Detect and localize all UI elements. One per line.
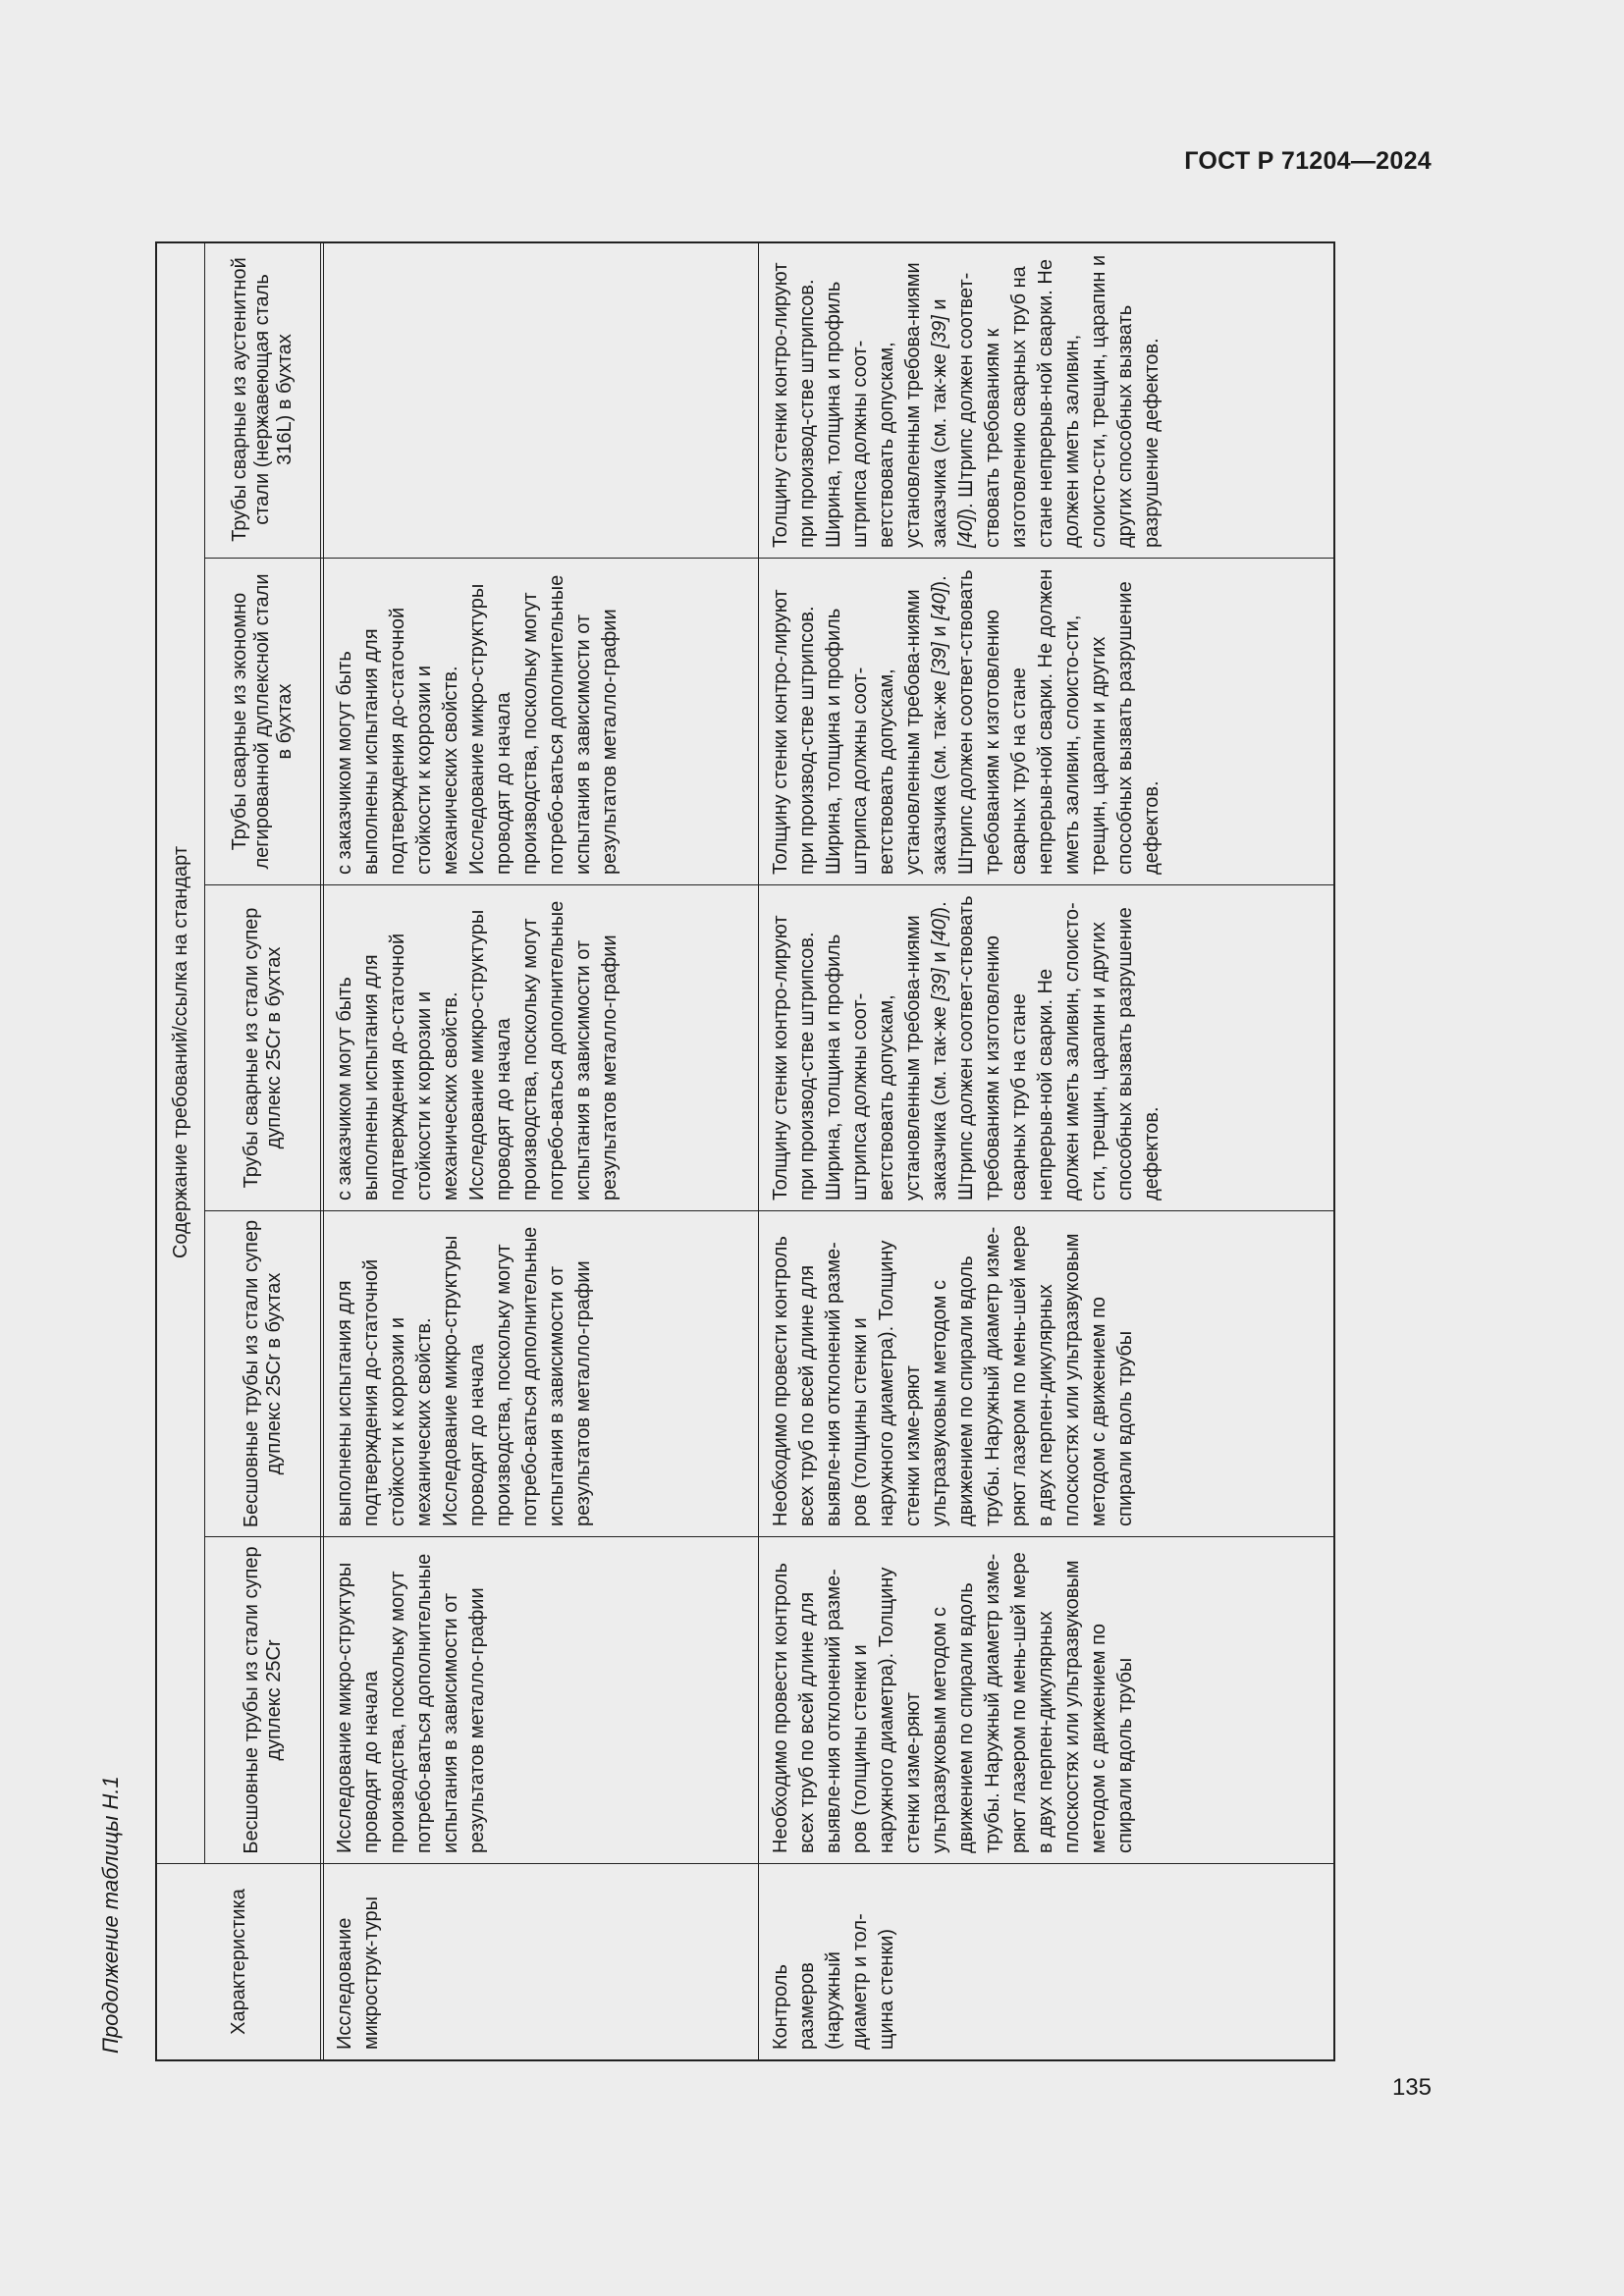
reference-39: [39]	[929, 642, 950, 675]
table	[155, 241, 1335, 2061]
rotated-table-area	[98, 241, 1288, 2061]
page-number: 135	[1391, 2074, 1432, 2101]
header-double-rule	[320, 241, 324, 2059]
table-cell: выполнены испытания для подтверждения до-статочной стойкости к коррозии и механических свойств. Исследование микро-структуры проводят до начала производства, поскольку могут потребо-ваться дополнительные испытания в зависимости от результатов металло-графии	[334, 1226, 594, 1526]
table-caption: Продолжение таблицы Н.1	[98, 1776, 123, 2054]
characteristic-cell: Исследование микрострук-туры	[334, 1896, 382, 2050]
column-header: Характеристика	[227, 1889, 249, 2035]
column-header: Трубы сварные из аустенитной стали (нержавеющая сталь 316L) в бухтах	[229, 257, 296, 542]
column-header: Бесшовные трубы из стали супер дуплекс 25Cr	[240, 1546, 285, 1854]
column-header: Бесшовные трубы из стали супер дуплекс 25Cr в бухтах	[240, 1219, 285, 1528]
table-cell: Исследование микро-структуры проводят до начала производства, поскольку могут потребо-ваться дополнительные испытания в зависимости от результатов металло-графии	[334, 1553, 488, 1853]
reference-40: [40]	[929, 587, 950, 620]
table-cell: с заказчиком могут быть выполнены испытания для подтверждения до-статочной стойкости к коррозии и механических свойств. Исследование микро-структуры проводят до начала производства, поскольку могут потребо-ваться дополнительные испытания в зависимости от результатов металло-графии	[334, 574, 621, 875]
standard-designation: ГОСТ Р 71204—2024	[1184, 147, 1432, 175]
row-divider	[758, 241, 759, 2059]
reference-40: [40]	[929, 913, 950, 946]
group-header: Содержание требований/ссылка на стандарт	[169, 845, 191, 1259]
reference-39: [39]	[929, 968, 950, 1001]
table-cell: с заказчиком могут быть выполнены испытания для подтверждения до-статочной стойкости к коррозии и механических свойств. Исследование микро-структуры проводят до начала производства, поскольку могут потребо-ваться дополнительные испытания в зависимости от результатов металло-графии	[334, 900, 621, 1201]
reference-40: [40]	[955, 514, 977, 548]
table-cell	[326, 241, 338, 558]
table-cell: Необходимо провести контроль всех труб по всей длине для выявле-ния отклонений разме-ров (толщины стенки и наружного диаметра). Толщину стенки изме-ряют ультразвуковым методом с движением по спирали вдоль трубы. Наружный диаметр изме-ряют лазером по мень-шей мере в двух перпен-дикулярных плоскостях или ультразвуковым методом с движением по спирали вдоль трубы	[770, 1225, 1136, 1526]
reference-39: [39]	[929, 315, 950, 348]
characteristic-cell: Контроль размеров (наружный диаметр и тол-щина стенки)	[770, 1913, 897, 2050]
table-cell: Необходимо провести контроль всех труб по всей длине для выявле-ния отклонений разме-ров (толщины стенки и наружного диаметра). Толщину стенки изме-ряют ультразвуковым методом с движением по спирали вдоль трубы. Наружный диаметр изме-ряют лазером по мень-шей мере в двух перпен-дикулярных плоскостях или ультразвуковым методом с движением по спирали вдоль трубы	[770, 1552, 1136, 1853]
column-header: Трубы сварные из экономно легированной дуплексной стали в бухтах	[229, 573, 296, 870]
table-cell: Толщину стенки контро-лируют при производ-стве штрипсов. Ширина, толщина и профиль штрипса должны соот-ветствовать допускам, установленным требова-ниями заказчика (см. так-же [39] и [40]). Штрипс должен соответ-ствовать требованиям к изготовлению сварных труб на стане непрерыв-ной сварки. Не должен иметь заливин, слоисто-сти, трещин, царапин и других способных вызвать разрушение дефектов.	[770, 895, 1163, 1201]
column-header: Трубы сварные из стали супер дуплекс 25Cr в бухтах	[240, 907, 285, 1189]
table-cell: Толщину стенки контро-лируют при производ-стве штрипсов. Ширина, толщина и профиль штрипса должны соот-ветствовать допускам, установленным требова-ниями заказчика (см. так-же [39] и [40]). Штрипс должен соответ-ствовать требованиям к изготовлению сварных труб на стане непрерыв-ной сварки. Не должен иметь заливин, слоисто-сти, трещин, царапин и других способных вызвать разрушение дефектов.	[770, 254, 1163, 548]
table-cell: Толщину стенки контро-лируют при производ-стве штрипсов. Ширина, толщина и профиль штрипса должны соот-ветствовать допускам, установленным требова-ниями заказчика (см. так-же [39] и [40]). Штрипс должен соответ-ствовать требованиям к изготовлению сварных труб на стане непрерыв-ной сварки. Не должен иметь заливин, слоисто-сти, трещин, царапин и других способных вызвать разрушение дефектов.	[770, 568, 1163, 875]
